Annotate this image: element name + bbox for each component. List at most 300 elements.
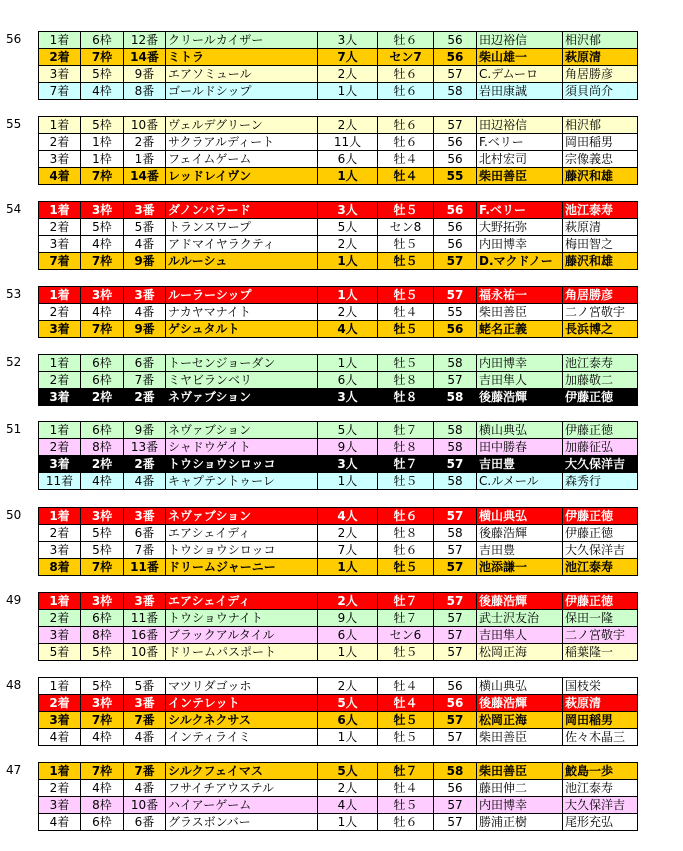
gate-cell: 3枠 [81, 202, 124, 219]
weight-cell: 57 [434, 627, 477, 644]
gate-cell: 7枠 [81, 253, 124, 270]
gate-cell: 4枠 [81, 473, 124, 490]
horse-number-cell: 3番 [124, 593, 166, 610]
table-row [39, 525, 638, 542]
trainer-cell: 池江泰寿 [563, 202, 638, 219]
horse-name-cell: ゴールドシップ [166, 83, 318, 100]
table-row [39, 219, 638, 236]
trainer-cell: 池江泰寿 [563, 780, 638, 797]
sex-age-cell: 牡５ [378, 236, 434, 253]
trainer-cell: 二ノ宮敬宇 [563, 627, 638, 644]
place-cell: 1着 [39, 763, 81, 780]
horse-number-cell: 4番 [124, 304, 166, 321]
jockey-cell: 松岡正海 [477, 644, 563, 661]
horse-name-cell: ネヴァブション [166, 422, 318, 439]
horse-number-cell: 9番 [124, 422, 166, 439]
sex-age-cell: セン6 [378, 627, 434, 644]
place-cell: 2着 [39, 780, 81, 797]
sex-age-cell: 牡４ [378, 678, 434, 695]
weight-cell: 58 [434, 355, 477, 372]
table-row [39, 372, 638, 389]
results-table [38, 507, 638, 576]
horse-number-cell: 3番 [124, 695, 166, 712]
jockey-cell: 横山典弘 [477, 678, 563, 695]
place-cell: 11着 [39, 473, 81, 490]
gate-cell: 7枠 [81, 559, 124, 576]
table-row [39, 32, 638, 49]
weight-cell: 56 [434, 321, 477, 338]
horse-number-cell: 3番 [124, 202, 166, 219]
gate-cell: 4枠 [81, 83, 124, 100]
weight-cell: 56 [434, 678, 477, 695]
gate-cell: 1枠 [81, 151, 124, 168]
weight-cell: 57 [434, 542, 477, 559]
weight-cell: 58 [434, 473, 477, 490]
place-cell: 1着 [39, 422, 81, 439]
horse-number-cell: 11番 [124, 559, 166, 576]
horse-number-cell: 16番 [124, 627, 166, 644]
results-table [38, 677, 638, 746]
table-row [39, 559, 638, 576]
gate-cell: 7枠 [81, 168, 124, 185]
sex-age-cell: 牡５ [378, 473, 434, 490]
popularity-cell: 6人 [318, 372, 378, 389]
horse-number-cell: 2番 [124, 134, 166, 151]
weight-cell: 56 [434, 780, 477, 797]
jockey-cell: 柴田善臣 [477, 168, 563, 185]
popularity-cell: 2人 [318, 117, 378, 134]
trainer-cell: 梅田智之 [563, 236, 638, 253]
popularity-cell: 5人 [318, 422, 378, 439]
sex-age-cell: 牡５ [378, 797, 434, 814]
place-cell: 1着 [39, 117, 81, 134]
sex-age-cell: 牡８ [378, 525, 434, 542]
popularity-cell: 1人 [318, 83, 378, 100]
table-row [39, 151, 638, 168]
table-row [39, 202, 638, 219]
weight-cell: 58 [434, 422, 477, 439]
table-row [39, 117, 638, 134]
sex-age-cell: 牡５ [378, 644, 434, 661]
trainer-cell: 大久保洋吉 [563, 797, 638, 814]
gate-cell: 8枠 [81, 627, 124, 644]
weight-cell: 56 [434, 695, 477, 712]
place-cell: 1着 [39, 678, 81, 695]
horse-number-cell: 10番 [124, 644, 166, 661]
horse-name-cell: フサイチアウステル [166, 780, 318, 797]
horse-number-cell: 6番 [124, 525, 166, 542]
horse-number-cell: 10番 [124, 797, 166, 814]
weight-cell: 56 [434, 32, 477, 49]
sex-age-cell: 牡４ [378, 168, 434, 185]
horse-number-cell: 10番 [124, 117, 166, 134]
horse-number-cell: 5番 [124, 219, 166, 236]
table-row [39, 321, 638, 338]
place-cell: 1着 [39, 287, 81, 304]
weight-cell: 57 [434, 117, 477, 134]
race-number: 55 [6, 117, 22, 131]
sex-age-cell: セン7 [378, 49, 434, 66]
horse-number-cell: 14番 [124, 168, 166, 185]
race-number: 51 [6, 422, 22, 436]
popularity-cell: 2人 [318, 525, 378, 542]
horse-number-cell: 1番 [124, 151, 166, 168]
trainer-cell: 藤沢和雄 [563, 253, 638, 270]
horse-name-cell: グラスボンバー [166, 814, 318, 831]
weight-cell: 57 [434, 287, 477, 304]
horse-name-cell: シルクネクサス [166, 712, 318, 729]
sex-age-cell: 牡６ [378, 66, 434, 83]
gate-cell: 5枠 [81, 644, 124, 661]
horse-number-cell: 4番 [124, 473, 166, 490]
gate-cell: 7枠 [81, 321, 124, 338]
popularity-cell: 4人 [318, 508, 378, 525]
race-number: 56 [6, 32, 22, 46]
place-cell: 4着 [39, 168, 81, 185]
weight-cell: 57 [434, 456, 477, 473]
weight-cell: 55 [434, 168, 477, 185]
place-cell: 2着 [39, 372, 81, 389]
table-row [39, 253, 638, 270]
gate-cell: 7枠 [81, 763, 124, 780]
gate-cell: 7枠 [81, 49, 124, 66]
trainer-cell: 尾形充弘 [563, 814, 638, 831]
trainer-cell: 鮫島一歩 [563, 763, 638, 780]
horse-number-cell: 4番 [124, 729, 166, 746]
trainer-cell: 伊藤正徳 [563, 593, 638, 610]
popularity-cell: 6人 [318, 627, 378, 644]
sex-age-cell: 牡５ [378, 355, 434, 372]
weight-cell: 57 [434, 712, 477, 729]
place-cell: 4着 [39, 729, 81, 746]
popularity-cell: 1人 [318, 814, 378, 831]
jockey-cell: 柴田善臣 [477, 763, 563, 780]
place-cell: 3着 [39, 389, 81, 406]
gate-cell: 6枠 [81, 355, 124, 372]
gate-cell: 6枠 [81, 814, 124, 831]
jockey-cell: 福永祐一 [477, 287, 563, 304]
horse-number-cell: 9番 [124, 66, 166, 83]
jockey-cell: 内田博幸 [477, 236, 563, 253]
horse-number-cell: 8番 [124, 83, 166, 100]
weight-cell: 58 [434, 763, 477, 780]
weight-cell: 56 [434, 151, 477, 168]
trainer-cell: 相沢郁 [563, 117, 638, 134]
table-row [39, 134, 638, 151]
results-table [38, 592, 638, 661]
place-cell: 2着 [39, 439, 81, 456]
sex-age-cell: 牡４ [378, 304, 434, 321]
trainer-cell: 池江泰寿 [563, 355, 638, 372]
horse-name-cell: インテレット [166, 695, 318, 712]
place-cell: 2着 [39, 49, 81, 66]
horse-number-cell: 14番 [124, 49, 166, 66]
trainer-cell: 伊藤正徳 [563, 525, 638, 542]
place-cell: 3着 [39, 542, 81, 559]
trainer-cell: 萩原清 [563, 49, 638, 66]
place-cell: 3着 [39, 712, 81, 729]
table-row [39, 610, 638, 627]
gate-cell: 4枠 [81, 304, 124, 321]
trainer-cell: 長浜博之 [563, 321, 638, 338]
weight-cell: 57 [434, 253, 477, 270]
jockey-cell: 柴山雄一 [477, 49, 563, 66]
sex-age-cell: 牡８ [378, 389, 434, 406]
sex-age-cell: 牡６ [378, 83, 434, 100]
table-row [39, 456, 638, 473]
popularity-cell: 1人 [318, 644, 378, 661]
horse-number-cell: 6番 [124, 814, 166, 831]
popularity-cell: 2人 [318, 304, 378, 321]
weight-cell: 56 [434, 236, 477, 253]
gate-cell: 1枠 [81, 134, 124, 151]
weight-cell: 56 [434, 202, 477, 219]
table-row [39, 439, 638, 456]
trainer-cell: 岡田稲男 [563, 712, 638, 729]
jockey-cell: 吉田豊 [477, 456, 563, 473]
results-table [38, 201, 638, 270]
jockey-cell: 吉田隼人 [477, 372, 563, 389]
horse-name-cell: ゲシュタルト [166, 321, 318, 338]
jockey-cell: 後藤浩輝 [477, 389, 563, 406]
race-number: 52 [6, 355, 22, 369]
table-row [39, 304, 638, 321]
jockey-cell: 勝浦正樹 [477, 814, 563, 831]
jockey-cell: 内田博幸 [477, 797, 563, 814]
gate-cell: 5枠 [81, 542, 124, 559]
sex-age-cell: 牡５ [378, 287, 434, 304]
weight-cell: 57 [434, 644, 477, 661]
gate-cell: 8枠 [81, 797, 124, 814]
trainer-cell: 加藤敬二 [563, 372, 638, 389]
trainer-cell: 池江泰寿 [563, 559, 638, 576]
table-row [39, 627, 638, 644]
weight-cell: 58 [434, 83, 477, 100]
jockey-cell: 田中勝春 [477, 439, 563, 456]
weight-cell: 57 [434, 66, 477, 83]
horse-name-cell: トーセンジョーダン [166, 355, 318, 372]
weight-cell: 57 [434, 559, 477, 576]
horse-name-cell: ネヴァブション [166, 508, 318, 525]
popularity-cell: 2人 [318, 678, 378, 695]
trainer-cell: 藤沢和雄 [563, 168, 638, 185]
popularity-cell: 6人 [318, 151, 378, 168]
horse-name-cell: ドリームジャーニー [166, 559, 318, 576]
results-table [38, 354, 638, 406]
horse-name-cell: エアシェイディ [166, 593, 318, 610]
results-table [38, 31, 638, 100]
horse-number-cell: 13番 [124, 439, 166, 456]
place-cell: 1着 [39, 508, 81, 525]
jockey-cell: 後藤浩輝 [477, 593, 563, 610]
trainer-cell: 国枝栄 [563, 678, 638, 695]
table-row [39, 66, 638, 83]
gate-cell: 6枠 [81, 422, 124, 439]
popularity-cell: 1人 [318, 729, 378, 746]
sex-age-cell: 牡５ [378, 559, 434, 576]
jockey-cell: 内田博幸 [477, 355, 563, 372]
place-cell: 3着 [39, 456, 81, 473]
gate-cell: 8枠 [81, 439, 124, 456]
sex-age-cell: 牡５ [378, 729, 434, 746]
sex-age-cell: 牡７ [378, 422, 434, 439]
gate-cell: 5枠 [81, 66, 124, 83]
popularity-cell: 2人 [318, 593, 378, 610]
results-table [38, 116, 638, 185]
trainer-cell: 大久保洋吉 [563, 542, 638, 559]
race-number: 50 [6, 508, 22, 522]
sex-age-cell: 牡５ [378, 321, 434, 338]
popularity-cell: 9人 [318, 610, 378, 627]
jockey-cell: 藤田伸二 [477, 780, 563, 797]
trainer-cell: 稲葉隆一 [563, 644, 638, 661]
place-cell: 1着 [39, 355, 81, 372]
gate-cell: 3枠 [81, 593, 124, 610]
sex-age-cell: 牡４ [378, 151, 434, 168]
weight-cell: 58 [434, 389, 477, 406]
table-row [39, 236, 638, 253]
popularity-cell: 3人 [318, 456, 378, 473]
sex-age-cell: 牡７ [378, 456, 434, 473]
trainer-cell: 大久保洋吉 [563, 456, 638, 473]
place-cell: 3着 [39, 627, 81, 644]
race-number: 47 [6, 763, 22, 777]
place-cell: 3着 [39, 151, 81, 168]
trainer-cell: 角居勝彦 [563, 287, 638, 304]
horse-number-cell: 7番 [124, 763, 166, 780]
horse-name-cell: キャプテントゥーレ [166, 473, 318, 490]
popularity-cell: 3人 [318, 389, 378, 406]
jockey-cell: 田辺裕信 [477, 32, 563, 49]
horse-number-cell: 9番 [124, 253, 166, 270]
place-cell: 3着 [39, 236, 81, 253]
weight-cell: 57 [434, 814, 477, 831]
popularity-cell: 6人 [318, 712, 378, 729]
horse-name-cell: ルーラーシップ [166, 287, 318, 304]
results-table [38, 286, 638, 338]
horse-name-cell: アドマイヤラクティ [166, 236, 318, 253]
popularity-cell: 7人 [318, 49, 378, 66]
horse-name-cell: トウショウシロッコ [166, 542, 318, 559]
horse-number-cell: 6番 [124, 355, 166, 372]
horse-number-cell: 7番 [124, 372, 166, 389]
trainer-cell: 宗像義忠 [563, 151, 638, 168]
weight-cell: 57 [434, 593, 477, 610]
gate-cell: 5枠 [81, 525, 124, 542]
horse-number-cell: 2番 [124, 389, 166, 406]
popularity-cell: 5人 [318, 763, 378, 780]
jockey-cell: 柴田善臣 [477, 304, 563, 321]
place-cell: 7着 [39, 253, 81, 270]
gate-cell: 2枠 [81, 389, 124, 406]
horse-name-cell: マツリダゴッホ [166, 678, 318, 695]
popularity-cell: 11人 [318, 134, 378, 151]
gate-cell: 3枠 [81, 508, 124, 525]
trainer-cell: 伊藤正徳 [563, 508, 638, 525]
table-row [39, 49, 638, 66]
jockey-cell: 岩田康誠 [477, 83, 563, 100]
popularity-cell: 1人 [318, 253, 378, 270]
jockey-cell: 蛯名正義 [477, 321, 563, 338]
jockey-cell: D.マクドノー [477, 253, 563, 270]
popularity-cell: 1人 [318, 473, 378, 490]
jockey-cell: 田辺裕信 [477, 117, 563, 134]
place-cell: 2着 [39, 219, 81, 236]
results-table [38, 762, 638, 831]
horse-name-cell: ナカヤマナイト [166, 304, 318, 321]
table-row [39, 389, 638, 406]
horse-name-cell: フェイムゲーム [166, 151, 318, 168]
table-row [39, 542, 638, 559]
place-cell: 5着 [39, 644, 81, 661]
sex-age-cell: 牡６ [378, 134, 434, 151]
jockey-cell: F.ベリー [477, 202, 563, 219]
table-row [39, 763, 638, 780]
table-row [39, 473, 638, 490]
horse-name-cell: インティライミ [166, 729, 318, 746]
jockey-cell: C.ルメール [477, 473, 563, 490]
horse-number-cell: 3番 [124, 287, 166, 304]
table-row [39, 287, 638, 304]
gate-cell: 4枠 [81, 729, 124, 746]
place-cell: 2着 [39, 134, 81, 151]
place-cell: 2着 [39, 695, 81, 712]
horse-number-cell: 3番 [124, 508, 166, 525]
sex-age-cell: 牡６ [378, 32, 434, 49]
popularity-cell: 4人 [318, 321, 378, 338]
table-row [39, 168, 638, 185]
place-cell: 1着 [39, 593, 81, 610]
gate-cell: 4枠 [81, 236, 124, 253]
horse-name-cell: トウショウシロッコ [166, 456, 318, 473]
horse-name-cell: シルクフェイマス [166, 763, 318, 780]
horse-number-cell: 5番 [124, 678, 166, 695]
gate-cell: 5枠 [81, 219, 124, 236]
sex-age-cell: 牡７ [378, 593, 434, 610]
sex-age-cell: 牡５ [378, 253, 434, 270]
jockey-cell: 北村宏司 [477, 151, 563, 168]
horse-name-cell: ハイアーゲーム [166, 797, 318, 814]
gate-cell: 3枠 [81, 695, 124, 712]
popularity-cell: 3人 [318, 32, 378, 49]
weight-cell: 55 [434, 304, 477, 321]
horse-name-cell: ヴェルデグリーン [166, 117, 318, 134]
jockey-cell: 大野拓弥 [477, 219, 563, 236]
jockey-cell: F.ベリー [477, 134, 563, 151]
horse-number-cell: 7番 [124, 542, 166, 559]
horse-name-cell: サクラアルディート [166, 134, 318, 151]
race-number: 49 [6, 593, 22, 607]
place-cell: 2着 [39, 610, 81, 627]
weight-cell: 58 [434, 525, 477, 542]
trainer-cell: 保田一隆 [563, 610, 638, 627]
sex-age-cell: 牡６ [378, 814, 434, 831]
sex-age-cell: 牡５ [378, 712, 434, 729]
trainer-cell: 森秀行 [563, 473, 638, 490]
horse-name-cell: シャドウゲイト [166, 439, 318, 456]
trainer-cell: 萩原清 [563, 695, 638, 712]
table-row [39, 712, 638, 729]
place-cell: 7着 [39, 83, 81, 100]
horse-name-cell: ドリームパスポート [166, 644, 318, 661]
sex-age-cell: 牡６ [378, 542, 434, 559]
jockey-cell: C.デムーロ [477, 66, 563, 83]
gate-cell: 5枠 [81, 117, 124, 134]
table-row [39, 508, 638, 525]
horse-name-cell: トウショウナイト [166, 610, 318, 627]
popularity-cell: 1人 [318, 355, 378, 372]
gate-cell: 7枠 [81, 712, 124, 729]
